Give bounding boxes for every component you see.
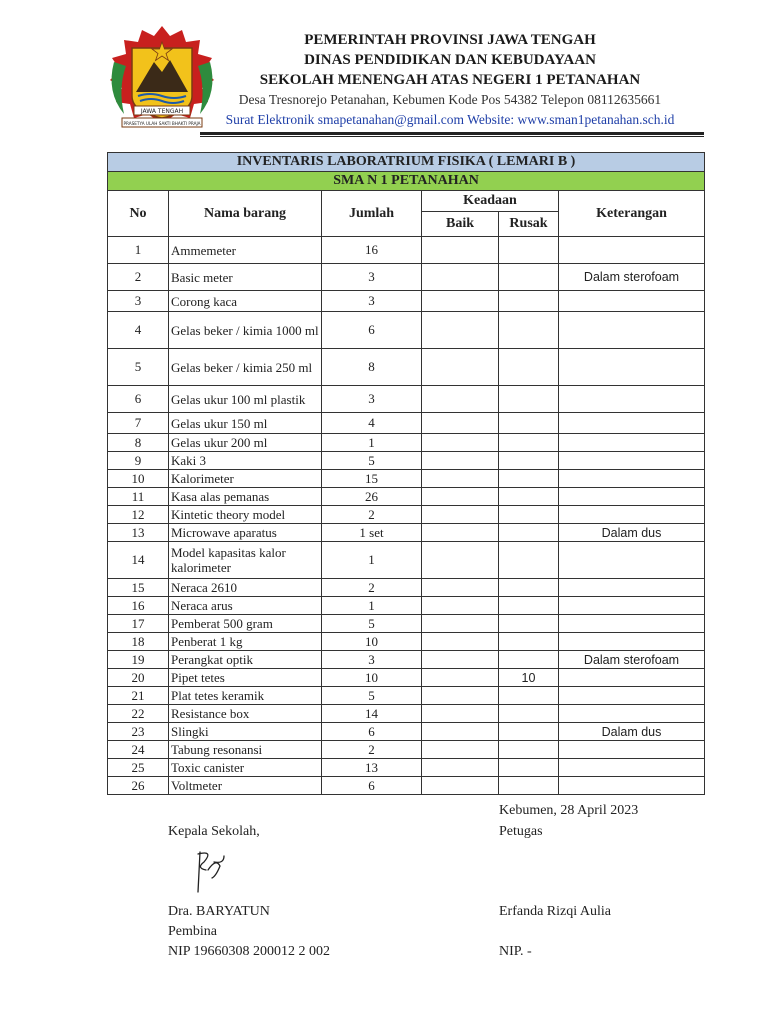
- cell-nama: Resistance box: [169, 705, 322, 723]
- cell-rusak: [499, 237, 559, 264]
- table-row: [108, 777, 705, 795]
- government-name: PEMERINTAH PROVINSI JAWA TENGAH: [304, 32, 596, 48]
- cell-jumlah: 10: [322, 633, 422, 651]
- cell-no: 12: [108, 506, 169, 524]
- table-row: [108, 413, 705, 434]
- cell-rusak: [499, 741, 559, 759]
- table-title: INVENTARIS LABORATRIUM FISIKA ( LEMARI B ): [108, 153, 705, 172]
- table-row: [108, 687, 705, 705]
- headmaster-rank: Pembina: [168, 924, 217, 939]
- cell-nama: Slingki: [169, 723, 322, 741]
- cell-no: 14: [108, 542, 169, 579]
- cell-no: 22: [108, 705, 169, 723]
- cell-jumlah: 15: [322, 470, 422, 488]
- cell-keterangan: [559, 434, 705, 452]
- cell-no: 15: [108, 579, 169, 597]
- cell-baik: [422, 633, 499, 651]
- cell-baik: [422, 524, 499, 542]
- cell-no: 13: [108, 524, 169, 542]
- cell-no: 26: [108, 777, 169, 795]
- cell-rusak: [499, 723, 559, 741]
- table-row: [108, 237, 705, 264]
- cell-nama: Microwave aparatus: [169, 524, 322, 542]
- cell-keterangan: [559, 312, 705, 349]
- cell-nama: Neraca arus: [169, 597, 322, 615]
- cell-baik: [422, 470, 499, 488]
- cell-nama: Penberat 1 kg: [169, 633, 322, 651]
- table-row: [108, 452, 705, 470]
- cell-rusak: [499, 651, 559, 669]
- cell-baik: [422, 386, 499, 413]
- cell-jumlah: 1: [322, 542, 422, 579]
- cell-keterangan: [559, 470, 705, 488]
- cell-no: 5: [108, 349, 169, 386]
- cell-jumlah: 5: [322, 687, 422, 705]
- cell-jumlah: 6: [322, 312, 422, 349]
- cell-no: 10: [108, 470, 169, 488]
- table-row: [108, 506, 705, 524]
- table-row: [108, 542, 705, 579]
- cell-rusak: [499, 633, 559, 651]
- cell-keterangan: [559, 349, 705, 386]
- cell-jumlah: 3: [322, 291, 422, 312]
- cell-no: 20: [108, 669, 169, 687]
- cell-rusak: [499, 413, 559, 434]
- table-row: [108, 741, 705, 759]
- table-row: [108, 488, 705, 506]
- cell-jumlah: 2: [322, 741, 422, 759]
- col-header-keadaan: Keadaan: [422, 191, 559, 212]
- cell-keterangan: Dalam sterofoam: [559, 651, 705, 669]
- cell-baik: [422, 434, 499, 452]
- cell-jumlah: 6: [322, 723, 422, 741]
- cell-baik: [422, 542, 499, 579]
- col-header-rusak: Rusak: [499, 212, 559, 237]
- headmaster-nip: NIP 19660308 200012 2 002: [168, 944, 331, 959]
- table-row: [108, 291, 705, 312]
- jawa-tengah-emblem-logo: [104, 22, 220, 134]
- cell-nama: Ammemeter: [169, 237, 322, 264]
- officer-nip: NIP. -: [499, 944, 532, 959]
- cell-keterangan: [559, 542, 705, 579]
- cell-jumlah: 5: [322, 615, 422, 633]
- cell-jumlah: 14: [322, 705, 422, 723]
- cell-keterangan: Dalam sterofoam: [559, 264, 705, 291]
- cell-baik: [422, 597, 499, 615]
- cell-keterangan: Dalam dus: [559, 723, 705, 741]
- cell-jumlah: 1: [322, 434, 422, 452]
- table-row: [108, 264, 705, 291]
- cell-rusak: [499, 452, 559, 470]
- cell-rusak: [499, 615, 559, 633]
- cell-keterangan: [559, 705, 705, 723]
- cell-jumlah: 10: [322, 669, 422, 687]
- cell-jumlah: 6: [322, 777, 422, 795]
- cell-keterangan: [559, 579, 705, 597]
- cell-keterangan: [559, 687, 705, 705]
- cell-rusak: [499, 687, 559, 705]
- cell-baik: [422, 413, 499, 434]
- cell-baik: [422, 777, 499, 795]
- table-row: [108, 470, 705, 488]
- place-date: Kebumen, 28 April 2023: [499, 803, 639, 818]
- cell-no: 11: [108, 488, 169, 506]
- col-header-jumlah: Jumlah: [322, 191, 422, 237]
- table-row: [108, 651, 705, 669]
- letterhead: [220, 30, 680, 130]
- cell-nama: Gelas beker / kimia 250 ml: [169, 349, 322, 386]
- cell-no: 23: [108, 723, 169, 741]
- cell-nama: Perangkat optik: [169, 651, 322, 669]
- cell-nama: Kaki 3: [169, 452, 322, 470]
- inventory-table: [107, 152, 705, 795]
- svg-text:PRASETYA ULAH SAKTI BHAKTI PRA: PRASETYA ULAH SAKTI BHAKTI PRAJA: [123, 121, 201, 126]
- cell-baik: [422, 579, 499, 597]
- cell-nama: Pipet tetes: [169, 669, 322, 687]
- cell-keterangan: [559, 506, 705, 524]
- cell-baik: [422, 291, 499, 312]
- headmaster-name: Dra. BARYATUN: [168, 904, 270, 919]
- cell-no: 19: [108, 651, 169, 669]
- cell-jumlah: 3: [322, 264, 422, 291]
- cell-no: 21: [108, 687, 169, 705]
- cell-baik: [422, 723, 499, 741]
- cell-no: 16: [108, 597, 169, 615]
- cell-jumlah: 2: [322, 579, 422, 597]
- cell-rusak: [499, 579, 559, 597]
- cell-nama: Basic meter: [169, 264, 322, 291]
- cell-rusak: [499, 434, 559, 452]
- letterhead-divider-thick: [200, 132, 704, 135]
- cell-baik: [422, 506, 499, 524]
- cell-no: 4: [108, 312, 169, 349]
- table-title-row: [108, 153, 705, 172]
- cell-nama: Kalorimeter: [169, 470, 322, 488]
- cell-baik: [422, 705, 499, 723]
- cell-jumlah: 26: [322, 488, 422, 506]
- cell-rusak: [499, 264, 559, 291]
- cell-baik: [422, 488, 499, 506]
- cell-jumlah: 16: [322, 237, 422, 264]
- cell-rusak: [499, 349, 559, 386]
- cell-rusak: [499, 291, 559, 312]
- table-school-row: [108, 172, 705, 191]
- table-row: [108, 705, 705, 723]
- cell-nama: Corong kaca: [169, 291, 322, 312]
- cell-jumlah: 3: [322, 651, 422, 669]
- table-row: [108, 349, 705, 386]
- cell-keterangan: [559, 597, 705, 615]
- cell-baik: [422, 237, 499, 264]
- cell-keterangan: [559, 291, 705, 312]
- cell-no: 9: [108, 452, 169, 470]
- cell-rusak: 10: [499, 669, 559, 687]
- table-row: [108, 434, 705, 452]
- table-row: [108, 669, 705, 687]
- cell-baik: [422, 452, 499, 470]
- col-header-no: No: [108, 191, 169, 237]
- cell-rusak: [499, 524, 559, 542]
- cell-no: 7: [108, 413, 169, 434]
- cell-keterangan: [559, 777, 705, 795]
- cell-no: 17: [108, 615, 169, 633]
- cell-keterangan: [559, 669, 705, 687]
- cell-rusak: [499, 759, 559, 777]
- cell-jumlah: 2: [322, 506, 422, 524]
- cell-keterangan: [559, 759, 705, 777]
- table-row: [108, 759, 705, 777]
- school-contact: Surat Elektronik smapetanahan@gmail.com Website: www.sman1petanahan.sch.id: [225, 112, 675, 127]
- cell-keterangan: [559, 615, 705, 633]
- school-address: Desa Tresnorejo Petanahan, Kebumen Kode Pos 54382 Telepon 08112635661: [238, 92, 662, 107]
- officer-name: Erfanda Rizqi Aulia: [499, 904, 611, 919]
- cell-no: 3: [108, 291, 169, 312]
- department-name: DINAS PENDIDIKAN DAN KEBUDAYAAN: [304, 52, 596, 68]
- cell-baik: [422, 741, 499, 759]
- table-row: [108, 386, 705, 413]
- cell-jumlah: 1 set: [322, 524, 422, 542]
- cell-jumlah: 5: [322, 452, 422, 470]
- col-header-baik: Baik: [422, 212, 499, 237]
- cell-keterangan: [559, 633, 705, 651]
- cell-nama: Gelas ukur 200 ml: [169, 434, 322, 452]
- table-row: [108, 633, 705, 651]
- table-row: [108, 579, 705, 597]
- table-header-row: [108, 191, 705, 212]
- cell-keterangan: [559, 452, 705, 470]
- cell-nama: Pemberat 500 gram: [169, 615, 322, 633]
- cell-no: 18: [108, 633, 169, 651]
- headmaster-signature: [190, 848, 234, 896]
- cell-rusak: [499, 777, 559, 795]
- cell-rusak: [499, 506, 559, 524]
- cell-baik: [422, 669, 499, 687]
- cell-baik: [422, 651, 499, 669]
- cell-jumlah: 13: [322, 759, 422, 777]
- cell-nama: Toxic canister: [169, 759, 322, 777]
- cell-jumlah: 4: [322, 413, 422, 434]
- svg-text:JAWA TENGAH: JAWA TENGAH: [140, 108, 184, 115]
- table-row: [108, 723, 705, 741]
- table-school: SMA N 1 PETANAHAN: [108, 172, 705, 191]
- table-row: [108, 597, 705, 615]
- cell-rusak: [499, 597, 559, 615]
- cell-nama: Kasa alas pemanas: [169, 488, 322, 506]
- cell-no: 25: [108, 759, 169, 777]
- cell-nama: Tabung resonansi: [169, 741, 322, 759]
- cell-keterangan: Dalam dus: [559, 524, 705, 542]
- cell-no: 6: [108, 386, 169, 413]
- cell-baik: [422, 264, 499, 291]
- cell-nama: Voltmeter: [169, 777, 322, 795]
- cell-keterangan: [559, 741, 705, 759]
- cell-no: 8: [108, 434, 169, 452]
- cell-no: 1: [108, 237, 169, 264]
- cell-keterangan: [559, 386, 705, 413]
- cell-nama: Gelas beker / kimia 1000 ml: [169, 312, 322, 349]
- cell-baik: [422, 687, 499, 705]
- cell-no: 2: [108, 264, 169, 291]
- cell-jumlah: 1: [322, 597, 422, 615]
- col-header-nama: Nama barang: [169, 191, 322, 237]
- cell-nama: Plat tetes keramik: [169, 687, 322, 705]
- cell-baik: [422, 615, 499, 633]
- table-row: [108, 615, 705, 633]
- cell-keterangan: [559, 413, 705, 434]
- cell-baik: [422, 312, 499, 349]
- cell-rusak: [499, 488, 559, 506]
- cell-rusak: [499, 705, 559, 723]
- cell-rusak: [499, 542, 559, 579]
- cell-jumlah: 8: [322, 349, 422, 386]
- cell-nama: Neraca 2610: [169, 579, 322, 597]
- col-header-keterangan: Keterangan: [559, 191, 705, 237]
- cell-nama: Gelas ukur 100 ml plastik: [169, 386, 322, 413]
- officer-role: Petugas: [499, 824, 543, 839]
- cell-keterangan: [559, 237, 705, 264]
- cell-nama: Kintetic theory model: [169, 506, 322, 524]
- cell-rusak: [499, 386, 559, 413]
- cell-jumlah: 3: [322, 386, 422, 413]
- cell-nama: Model kapasitas kalor kalorimeter: [169, 542, 322, 579]
- cell-keterangan: [559, 488, 705, 506]
- cell-baik: [422, 759, 499, 777]
- cell-no: 24: [108, 741, 169, 759]
- headmaster-role: Kepala Sekolah,: [168, 824, 260, 839]
- cell-nama: Gelas ukur 150 ml: [169, 413, 322, 434]
- letterhead-divider-thin: [200, 136, 704, 137]
- cell-baik: [422, 349, 499, 386]
- table-row: [108, 524, 705, 542]
- cell-rusak: [499, 470, 559, 488]
- table-row: [108, 312, 705, 349]
- school-name: SEKOLAH MENENGAH ATAS NEGERI 1 PETANAHAN: [259, 72, 641, 88]
- cell-rusak: [499, 312, 559, 349]
